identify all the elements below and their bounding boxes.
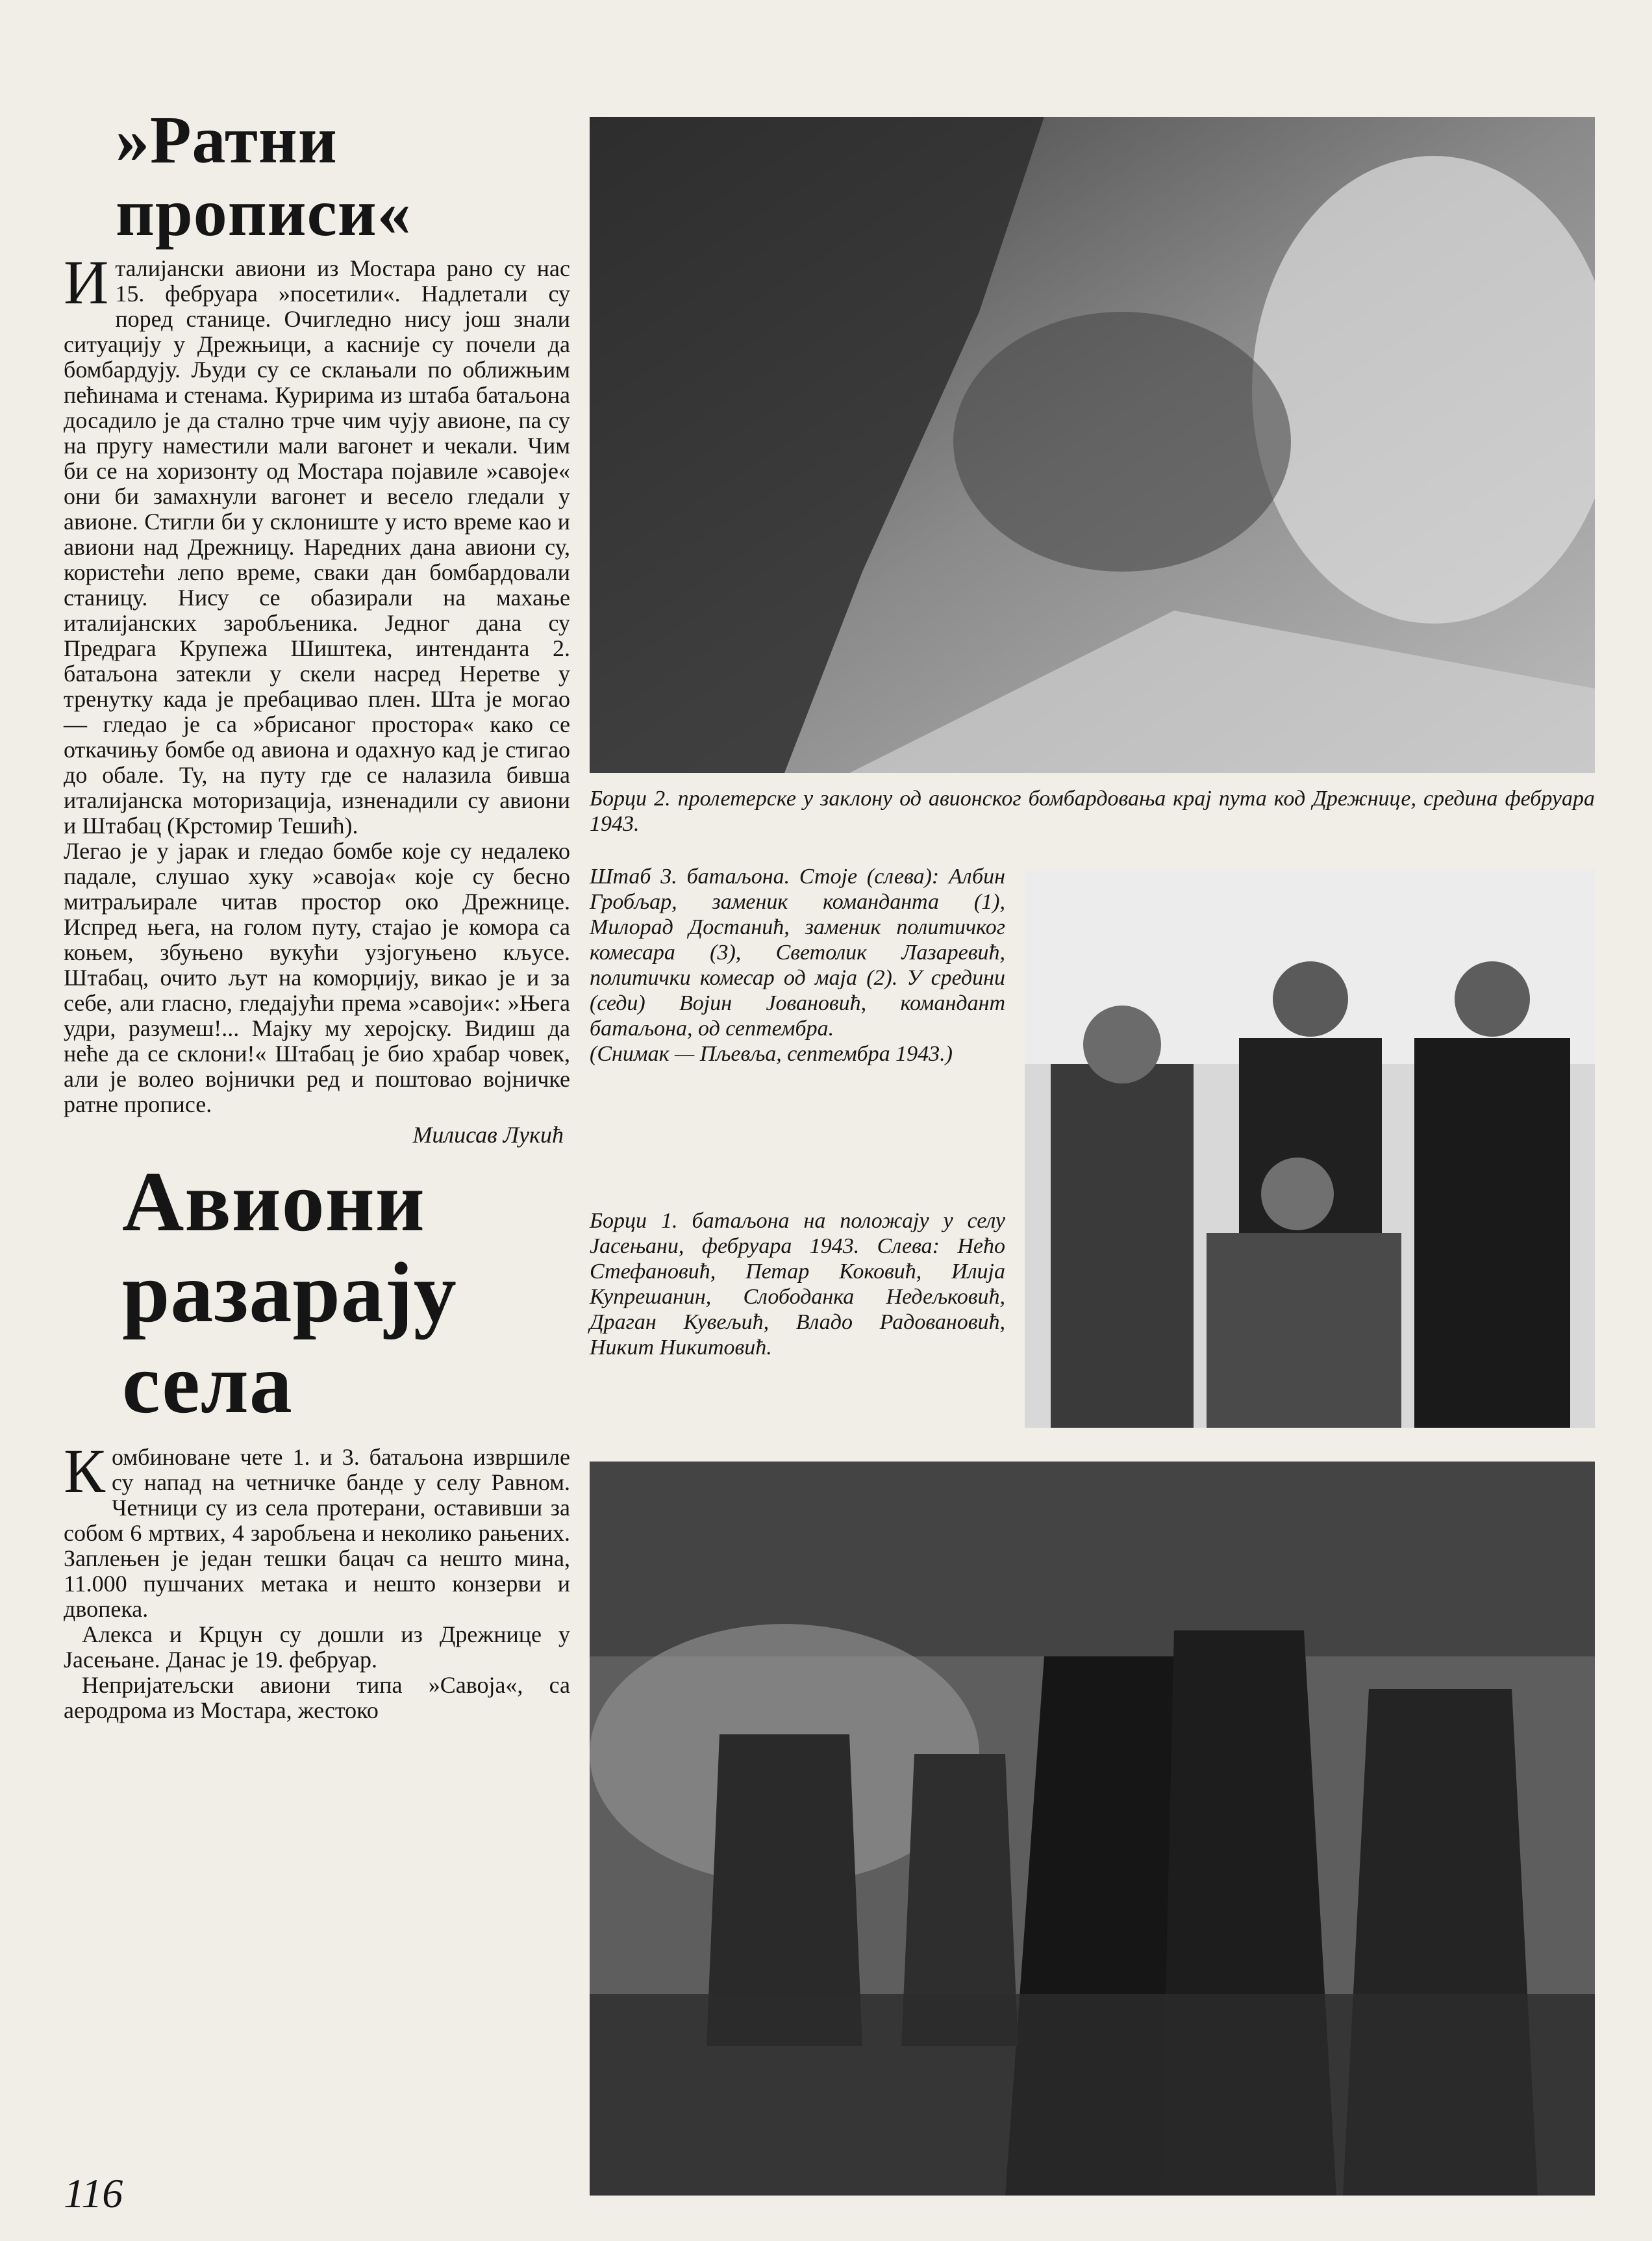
- article1-paragraph: талијански авиони из Мостара рано су нас 15. фебруара »посетили«. Надлетали су поред станице. Очигледно нису још знали ситуацију у Дрежњици, а касније су почели да бомбардују. Људи су се склањали по оближњим пећинама и стенама. Куририма из штаба батаљона досадило је да стално трче чим чују авионе, па су на пругу наместили мали вагонет и чекали. Чим би се на хоризонту од Мостара појавиле »савоје« они би замахнули вагонет и весело гледали у авионе. Стигли би у склониште у исто време као и авиони над Дрежницу. Наредних дана авиони су, користећи лепо време, сваки дан бомбардовали станицу. Нису се обазирали на махање италијанских заробљеника. Једног дана су Предрага Крупежа Шиштека, интенданта 2. батаљона затекли у скели насред Неретве у тренутку када је пребацивао плен. Шта је могао — гледао је са »брисаног простора« како се откачињу бомбе од авиона и одахнуо кад је стигао до обале. Ту, на путу где се налазила бивша италијанска моторизација, изненадили су авиони и Штабац (Крстомир Тешић).: [64, 255, 570, 839]
- article2-body: [64, 1436, 570, 1723]
- article1-dropcap: И: [64, 247, 109, 317]
- article2-paragraph: Алекса и Крцун су дошли из Дрежнице у Јасењане. Данас је 19. фебруар.: [64, 1621, 570, 1673]
- caption-photo2-credit: (Снимак — Пљевља, септембра 1943.): [590, 1042, 953, 1066]
- caption-photo3: Борци 1. батаљона на положају у селу Јасењани, фебруара 1943. Слева: Нећо Стефановић, Петар Коковић, Илија Купрешанин, Слободанка Недељковић, Драган Кувељић, Владо Радовановић, Никит Никитовић.: [590, 1209, 1005, 1360]
- article2-title: Авиони разарају села: [122, 1154, 457, 1431]
- article2-paragraph: омбиноване чете 1. и 3. батаљона извршиле су напад на четничке банде у селу Равном. Четници су из села протерани, оставивши за собом 6 мртвих, 4 заробљена и неколико рањених. Заплењен је један тешки бацач са нешто мина, 11.000 пушчаних метака и нешто конзерви и двопека.: [64, 1444, 570, 1622]
- article1-paragraph: Легао је у јарак и гледао бомбе које су недалеко падале, слушао хуку »савоја« које су бесно митраљирале читав простор око Дрежнице. Испред њега, на голом путу, стајао је комора са коњем, збуњено вукући узјогуњено кљусе. Штабац, очито љут на коморџију, викао је и за себе, али гласно, гледајући према »савоји«: »Њега удри, разумеш!... Мајку му херојску. Видиш да неће да се склони!« Штабац је био храбар човек, али је волео војнички ред и поштовао војничке ратне прописе.: [64, 838, 570, 1117]
- article2-paragraph: Непријатељски авиони типа »Савоја«, са аеродрома из Мостара, жестоко: [64, 1672, 570, 1723]
- caption-photo1: Борци 2. пролетерске у заклону од авионског бомбардовања крај пута код Дрежнице, средина фебруара 1943.: [590, 787, 1595, 836]
- caption-photo2-text: Штаб 3. батаљона. Стоје (слева): Албин Гробљар, заменик команданта (1), Милорад Достанић, заменик политичког комесара (3), Светолик Лазаревић, политички комесар од маја (2). У средини (седи) Војин Јовановић, командант батаљона, од септембра.: [590, 865, 1005, 1041]
- left-column: [64, 104, 570, 1723]
- article1-signature: Милисав Лукић: [412, 1122, 564, 1148]
- article2-dropcap: К: [64, 1436, 106, 1506]
- photo-battalion-staff: [1025, 869, 1595, 1428]
- page-number: 116: [64, 2170, 123, 2216]
- caption-photo2: [590, 864, 1005, 1067]
- article1-title: »Ратни прописи«: [116, 103, 412, 250]
- article1-body: [64, 247, 570, 1117]
- photo-fighters-shelter: [590, 117, 1595, 773]
- photo-fighters-position: [590, 1462, 1595, 2196]
